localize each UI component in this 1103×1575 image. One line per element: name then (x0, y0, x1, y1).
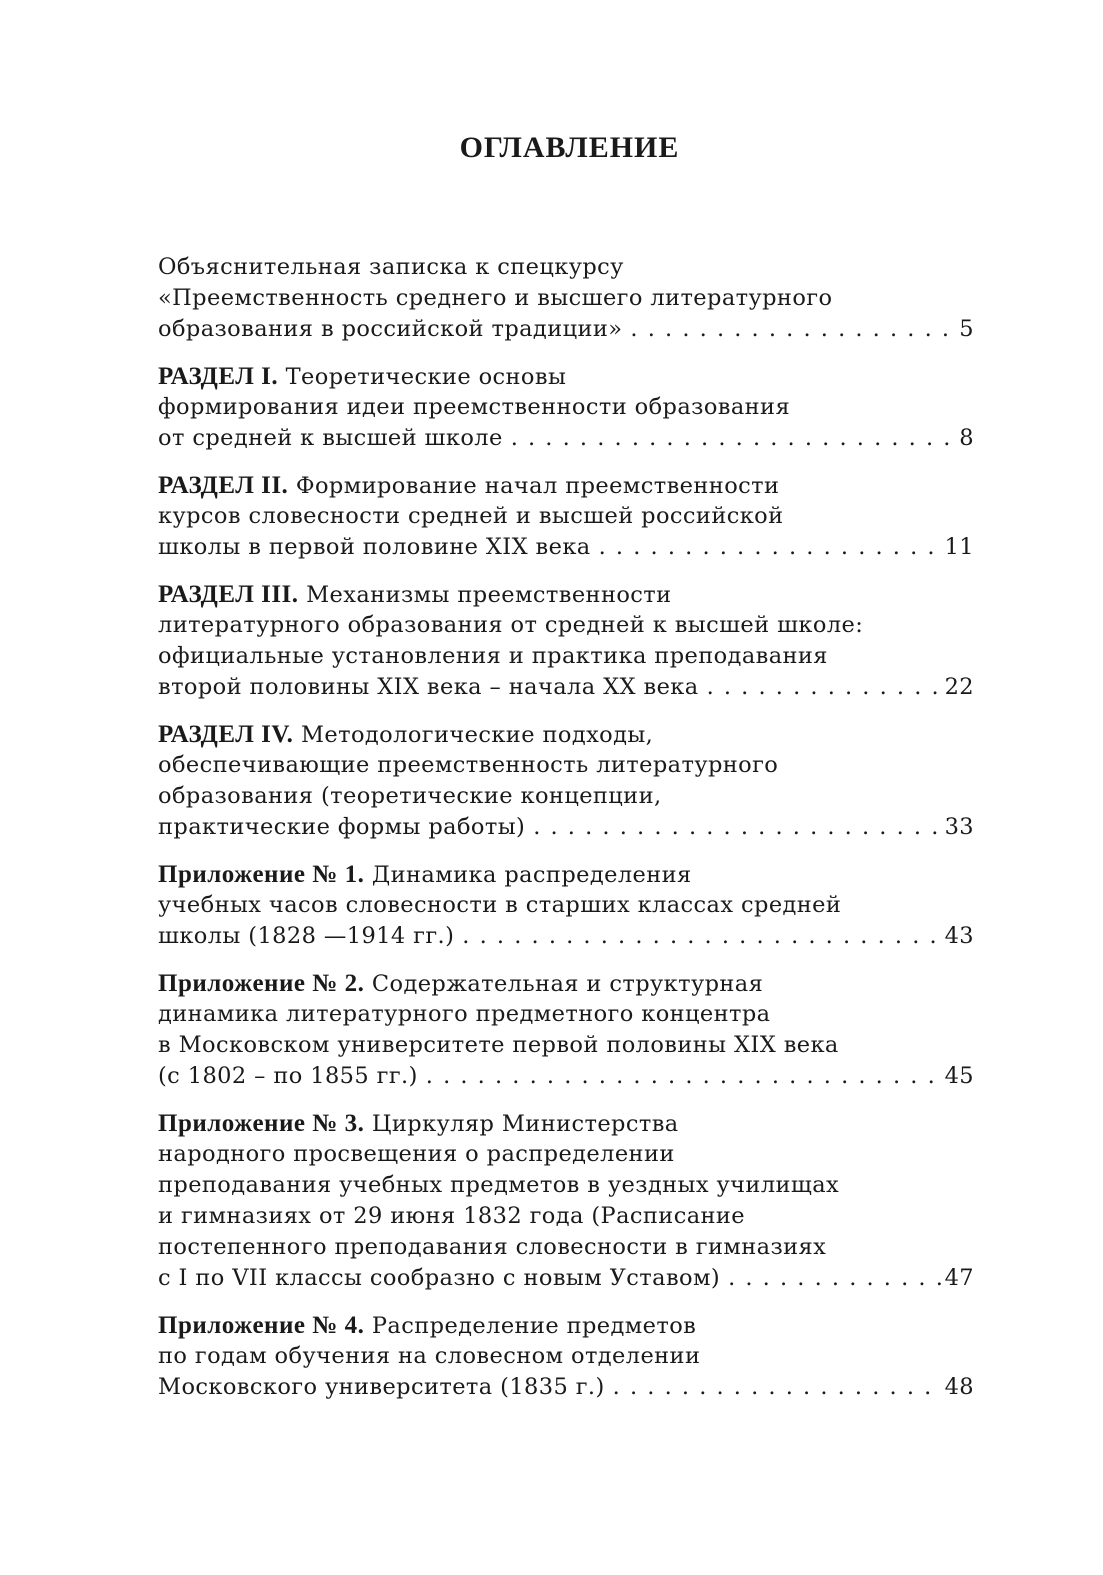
toc-entry[interactable] (158, 719, 974, 843)
toc-page-number: 22 (944, 674, 974, 700)
toc-entry-text: Динамика распределения (371, 862, 692, 888)
toc-entry-text: Циркуляр Министерства (371, 1111, 679, 1137)
toc-entry-line (158, 1341, 974, 1372)
toc-entry-line (158, 1108, 974, 1139)
dot-leader (599, 532, 941, 563)
toc-entry-text: обеспечивающие преемственность литературного (158, 752, 779, 778)
toc-entry-text: учебных часов словесности в старших классах средней (158, 892, 842, 918)
toc-entry-text: преподавания учебных предметов в уездных училищах (158, 1172, 840, 1198)
toc-entry-line (158, 579, 974, 610)
toc-page-number: 5 (959, 316, 974, 342)
toc-entry-line (158, 812, 974, 843)
toc-entry-text: Распределение предметов (371, 1313, 697, 1339)
toc-entry-text: «Преемственность среднего и высшего литературного (158, 285, 833, 311)
toc-entry-text: образования (теоретические концепции, (158, 783, 662, 809)
toc-entry-text: Теоретические основы (285, 364, 567, 390)
toc-section-label: РАЗДЕЛ IV. (158, 721, 294, 748)
toc-entry-line (158, 1372, 974, 1403)
toc-appendix-label: Приложение № 1. (158, 861, 365, 888)
toc-entry-line (158, 283, 974, 314)
dot-leader (426, 1061, 941, 1092)
toc-entry-line (158, 392, 974, 423)
toc-page-number: 43 (944, 923, 974, 949)
toc-entry-line (158, 641, 974, 672)
toc-entry-line (158, 1170, 974, 1201)
dot-leader (630, 314, 950, 345)
page-title: ОГЛАВЛЕНИЕ (459, 131, 680, 165)
toc-entry-line (158, 1061, 974, 1092)
dot-leader (533, 812, 940, 843)
toc-entry-text: Содержательная и структурная (371, 971, 764, 997)
toc-entry[interactable] (158, 859, 974, 952)
toc-entry-line (158, 921, 974, 952)
toc-entry-text: по годам обучения на словесном отделении (158, 1343, 701, 1369)
toc-entry-line (158, 968, 974, 999)
toc-entry-text: второй половины XIX века – начала XX века (158, 674, 699, 700)
toc-appendix-label: Приложение № 3. (158, 1110, 365, 1137)
toc-entry-text: динамика литературного предметного концентра (158, 1001, 771, 1027)
toc-entry-line (158, 314, 974, 345)
toc-entry-text: литературного образования от средней к высшей школе: (158, 612, 864, 638)
toc-entry-text: Механизмы преемственности (306, 582, 672, 608)
toc-entry-text: от средней к высшей школе (158, 425, 503, 451)
toc-entry-line (158, 719, 974, 750)
toc-section-label: РАЗДЕЛ I. (158, 363, 279, 390)
dot-leader (707, 672, 941, 703)
toc-entry-line (158, 252, 974, 283)
toc-entry-line (158, 361, 974, 392)
toc-entry-line (158, 750, 974, 781)
toc-entry-line (158, 501, 974, 532)
toc-entry-line (158, 1232, 974, 1263)
toc-entry-line (158, 1030, 974, 1061)
toc-entry-text: и гимназиях от 29 июня 1832 года (Расписание (158, 1203, 746, 1229)
toc-entry-text: Формирование начал преемственности (295, 473, 780, 499)
toc-page-number: 48 (944, 1374, 974, 1400)
toc-section-label: РАЗДЕЛ III. (158, 581, 299, 608)
toc-entry[interactable] (158, 252, 974, 345)
toc-page-number: 11 (944, 534, 974, 560)
dot-leader (511, 423, 950, 454)
toc-entry-line (158, 532, 974, 563)
toc-entry[interactable] (158, 579, 974, 703)
toc-entry-line (158, 610, 974, 641)
toc-appendix-label: Приложение № 2. (158, 970, 365, 997)
toc-entry-text: официальные установления и практика преподавания (158, 643, 828, 669)
toc-page-number: 8 (959, 425, 974, 451)
toc-entry-line (158, 781, 974, 812)
toc-entry-text: (с 1802 – по 1855 гг.) (158, 1063, 418, 1089)
toc-entry-text: Методологические подходы, (300, 722, 654, 748)
toc-entry-line (158, 1201, 974, 1232)
toc-entry[interactable] (158, 361, 974, 454)
table-of-contents (158, 252, 974, 1419)
toc-entry-line (158, 1263, 974, 1294)
toc-section-label: РАЗДЕЛ II. (158, 472, 289, 499)
toc-entry-text: практические формы работы) (158, 814, 526, 840)
toc-entry[interactable] (158, 1108, 974, 1294)
toc-entry-text: школы (1828 —1914 гг.) (158, 923, 455, 949)
toc-entry-line (158, 859, 974, 890)
toc-entry-text: в Московском университете первой половины XIX века (158, 1032, 839, 1058)
dot-leader (613, 1372, 941, 1403)
toc-entry-text: курсов словесности средней и высшей российской (158, 503, 784, 529)
toc-entry-text: Московского университета (1835 г.) (158, 1374, 605, 1400)
toc-entry[interactable] (158, 470, 974, 563)
toc-entry-line (158, 470, 974, 501)
toc-entry-line (158, 423, 974, 454)
toc-entry-text: народного просвещения о распределении (158, 1141, 675, 1167)
dot-leader (728, 1263, 941, 1294)
toc-entry-line (158, 1310, 974, 1341)
toc-page-number: 33 (944, 814, 974, 840)
toc-entry-text: школы в первой половине XIX века (158, 534, 591, 560)
toc-page-number: 47 (944, 1265, 974, 1291)
dot-leader (462, 921, 940, 952)
toc-entry-text: с I по VII классы сообразно с новым Уставом) (158, 1265, 721, 1291)
toc-entry-text: постепенного преподавания словесности в гимназиях (158, 1234, 827, 1260)
toc-page-number: 45 (944, 1063, 974, 1089)
toc-appendix-label: Приложение № 4. (158, 1312, 365, 1339)
toc-entry[interactable] (158, 968, 974, 1092)
toc-entry-line (158, 999, 974, 1030)
toc-entry-line (158, 672, 974, 703)
toc-entry-line (158, 890, 974, 921)
toc-entry[interactable] (158, 1310, 974, 1403)
toc-entry-text: Объяснительная записка к спецкурсу (158, 254, 624, 280)
toc-entry-text: формирования идеи преемственности образования (158, 394, 791, 420)
toc-entry-text: образования в российской традиции» (158, 316, 623, 342)
toc-entry-line (158, 1139, 974, 1170)
